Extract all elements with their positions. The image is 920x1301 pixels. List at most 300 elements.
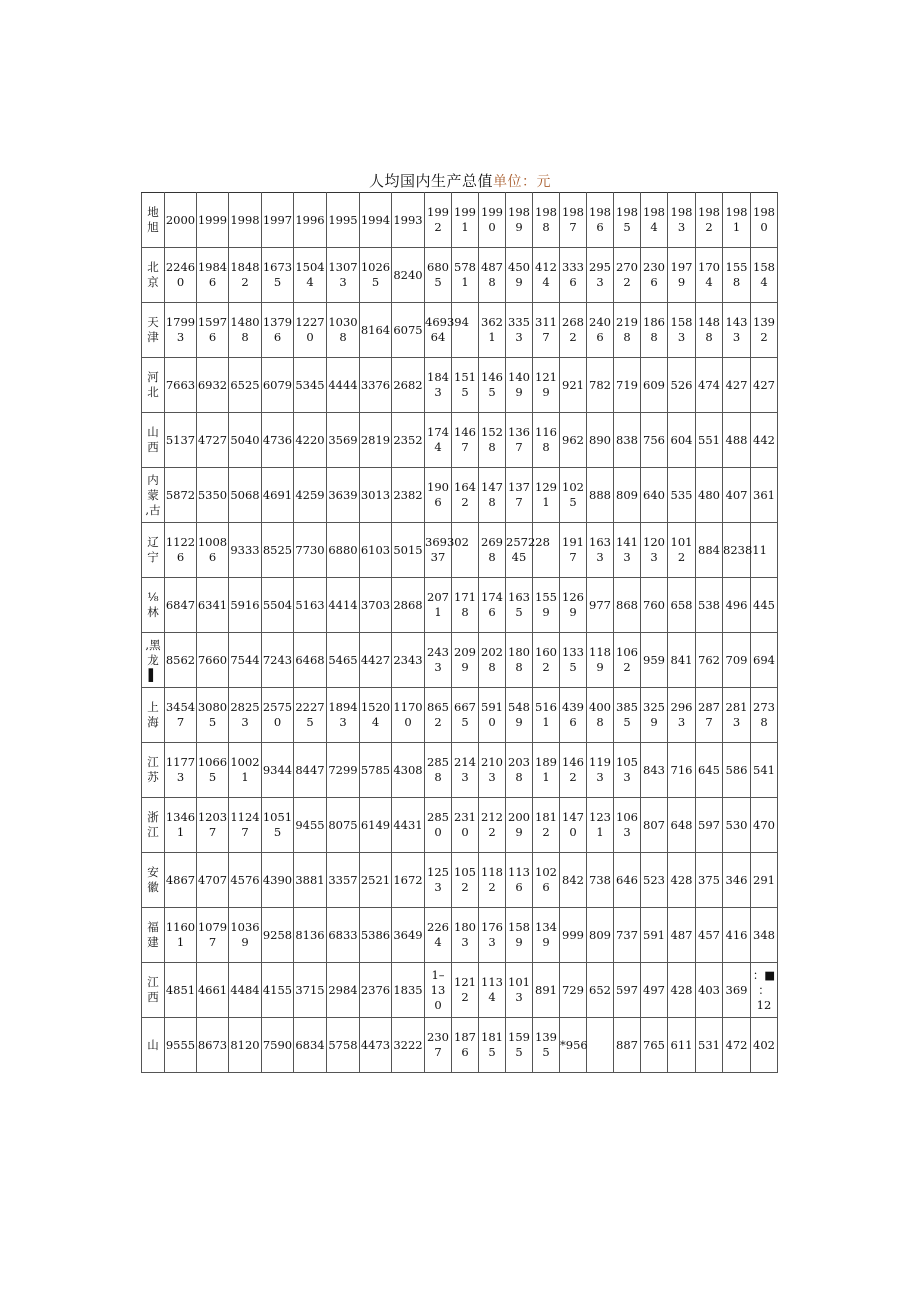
region-header: 地 旭: [147, 205, 159, 234]
gdp-value: 4220: [295, 432, 325, 447]
gdp-value: 809: [589, 927, 611, 942]
value-cell: [696, 413, 723, 468]
year-header: 1995: [328, 212, 358, 227]
value-cell: [262, 523, 294, 578]
gdp-value: 158 4: [753, 260, 775, 289]
value-cell: [165, 468, 197, 523]
year-header-cell: [197, 193, 229, 248]
value-cell: [533, 963, 560, 1018]
gdp-value: 1227 0: [295, 315, 325, 344]
value-cell: [452, 303, 479, 358]
gdp-value: 716: [670, 762, 693, 777]
gdp-value: 120 3: [643, 535, 665, 564]
value-cell: [696, 963, 723, 1018]
value-cell: [696, 798, 723, 853]
value-cell: [614, 853, 641, 908]
gdp-value: 2343: [393, 652, 423, 667]
value-cell: [425, 468, 452, 523]
gdp-value: 126 9: [562, 590, 584, 619]
value-cell: [696, 578, 723, 633]
gdp-value: 680 5: [427, 260, 449, 289]
gdp-value: 6833: [328, 927, 358, 942]
value-cell: [197, 963, 229, 1018]
value-cell: [479, 798, 506, 853]
gdp-value: 118 2: [481, 865, 503, 894]
value-cell: [506, 358, 533, 413]
value-cell: [696, 743, 723, 798]
value-cell: [360, 963, 392, 1018]
gdp-value: 1124 7: [230, 810, 260, 839]
gdp-value: 1177 3: [165, 755, 196, 784]
year-header-cell: [560, 193, 587, 248]
gdp-value: 7544: [230, 652, 260, 667]
year-header-cell: [723, 193, 751, 248]
table-row: [142, 688, 778, 743]
gdp-value: 181 2: [535, 810, 557, 839]
gdp-value: 5163: [295, 597, 325, 612]
gdp-value: 257228 45: [506, 535, 550, 564]
gdp-value: 207 1: [427, 590, 449, 619]
gdp-value: 270 2: [616, 260, 638, 289]
gdp-value: 203 8: [508, 755, 530, 784]
value-cell: [614, 743, 641, 798]
gdp-value: 868: [616, 597, 638, 612]
value-cell: [641, 303, 668, 358]
gdp-value: 3376: [360, 377, 391, 392]
value-cell: [197, 688, 229, 743]
gdp-value: 139 5: [535, 1030, 557, 1059]
gdp-value: 809: [616, 487, 638, 502]
gdp-value: 959: [643, 652, 665, 667]
value-cell: [696, 468, 723, 523]
value-cell: [587, 523, 614, 578]
value-cell: [425, 413, 452, 468]
value-cell: [262, 578, 294, 633]
gdp-value: 151 5: [454, 370, 476, 399]
year-header-cell: [392, 193, 425, 248]
value-cell: [425, 1018, 452, 1073]
region-name: 江 苏: [147, 755, 159, 784]
value-cell: [165, 413, 197, 468]
year-header: 1993: [393, 212, 423, 227]
gdp-value: 102 5: [562, 480, 584, 509]
table-row: [142, 798, 778, 853]
gdp-value: 116 8: [535, 425, 557, 454]
value-cell: [560, 248, 587, 303]
region-name: 福 建: [147, 920, 159, 949]
gdp-value: 7663: [165, 377, 196, 392]
gdp-value: 6103: [360, 542, 391, 557]
value-cell: [751, 743, 778, 798]
value-cell: [327, 523, 360, 578]
gdp-value: 1008 6: [197, 535, 228, 564]
value-cell: [229, 908, 262, 963]
gdp-value: 729: [562, 982, 584, 997]
value-cell: [425, 963, 452, 1018]
value-cell: [751, 413, 778, 468]
value-cell: [641, 853, 668, 908]
value-cell: [668, 1018, 696, 1073]
gdp-value: 538: [698, 597, 720, 612]
gdp-value: 5785: [360, 762, 391, 777]
value-cell: [696, 523, 723, 578]
gdp-value: 442: [753, 432, 775, 447]
value-cell: [614, 578, 641, 633]
value-cell: [327, 578, 360, 633]
gdp-value: 7299: [328, 762, 358, 777]
gdp-value: 3881: [295, 872, 325, 887]
value-cell: [533, 853, 560, 908]
value-cell: [696, 633, 723, 688]
gdp-value: 176 3: [481, 920, 503, 949]
year-header: 198 5: [616, 205, 638, 234]
region-cell: [142, 248, 165, 303]
gdp-value: 268 2: [562, 315, 584, 344]
gdp-value: 269 8: [481, 535, 503, 564]
table-row: [142, 358, 778, 413]
value-cell: [506, 633, 533, 688]
value-cell: [327, 688, 360, 743]
gdp-value: 8120: [230, 1037, 260, 1052]
value-cell: [668, 908, 696, 963]
gdp-value: 174 4: [427, 425, 449, 454]
gdp-value: 7730: [295, 542, 325, 557]
gdp-value: 888: [589, 487, 611, 502]
gdp-value: 148 8: [698, 315, 720, 344]
value-cell: [294, 468, 327, 523]
value-cell: [479, 743, 506, 798]
value-cell: [479, 578, 506, 633]
gdp-value: 1122 6: [165, 535, 196, 564]
value-cell: [229, 413, 262, 468]
value-cell: [165, 688, 197, 743]
value-cell: [751, 358, 778, 413]
value-cell: [327, 468, 360, 523]
value-cell: [506, 578, 533, 633]
gdp-value: 146 5: [481, 370, 503, 399]
gdp-value: 2376: [360, 982, 391, 997]
year-header-cell: [587, 193, 614, 248]
region-cell: [142, 688, 165, 743]
gdp-value: 155 9: [535, 590, 557, 619]
region-cell: [142, 963, 165, 1018]
value-cell: [587, 578, 614, 633]
gdp-value: 1894 3: [328, 700, 358, 729]
value-cell: [165, 358, 197, 413]
gdp-value: 469394 64: [425, 315, 469, 344]
year-header: 199 2: [427, 205, 449, 234]
gdp-value: 6847: [165, 597, 196, 612]
gdp-value: 4473: [360, 1037, 391, 1052]
value-cell: [696, 248, 723, 303]
gdp-value: 212 2: [481, 810, 503, 839]
value-cell: [587, 688, 614, 743]
gdp-value: 1504 4: [295, 260, 325, 289]
table-row: [142, 963, 778, 1018]
value-cell: [723, 798, 751, 853]
gdp-value: 526: [670, 377, 693, 392]
region-cell: [142, 798, 165, 853]
value-cell: [723, 633, 751, 688]
gdp-value: 136 7: [508, 425, 530, 454]
value-cell: [425, 578, 452, 633]
year-header: 199 1: [454, 205, 476, 234]
gdp-value: 106 3: [616, 810, 638, 839]
table-title: [0, 170, 920, 191]
gdp-value: 102 6: [535, 865, 557, 894]
value-cell: [262, 853, 294, 908]
gdp-value: 648: [670, 817, 693, 832]
gdp-table: [141, 192, 778, 1073]
gdp-value: 348: [753, 927, 775, 942]
table-row: [142, 468, 778, 523]
gdp-value: 146 2: [562, 755, 584, 784]
gdp-value: 333 6: [562, 260, 584, 289]
gdp-value: 445: [753, 597, 775, 612]
year-header: 198 7: [562, 205, 584, 234]
value-cell: [197, 798, 229, 853]
value-cell: [723, 523, 767, 578]
gdp-value: 5386: [360, 927, 391, 942]
gdp-value: 8240: [393, 267, 423, 282]
gdp-value: 884: [698, 542, 720, 557]
value-cell: [533, 743, 560, 798]
gdp-value: 375: [698, 872, 720, 887]
gdp-value: 164 2: [454, 480, 476, 509]
gdp-value: 171 8: [454, 590, 476, 619]
value-cell: [614, 633, 641, 688]
value-cell: [197, 578, 229, 633]
value-cell: [696, 688, 723, 743]
value-cell: [327, 413, 360, 468]
gdp-value: 105 3: [616, 755, 638, 784]
gdp-value: 209 9: [454, 645, 476, 674]
value-cell: [392, 853, 425, 908]
gdp-value: 214 3: [454, 755, 476, 784]
gdp-value: 535: [670, 487, 693, 502]
gdp-value: 1079 7: [197, 920, 228, 949]
value-cell: [533, 523, 560, 578]
gdp-value: 427: [753, 377, 775, 392]
value-cell: [641, 358, 668, 413]
value-cell: [560, 798, 587, 853]
value-cell: [425, 248, 452, 303]
gdp-value: 474: [698, 377, 720, 392]
gdp-value: 962: [562, 432, 584, 447]
value-cell: [360, 633, 392, 688]
gdp-value: 3639: [328, 487, 358, 502]
gdp-value: 694: [753, 652, 775, 667]
gdp-value: 125 3: [427, 865, 449, 894]
gdp-value: 295 3: [589, 260, 611, 289]
value-cell: [229, 798, 262, 853]
value-cell: [668, 853, 696, 908]
gdp-value: 842: [562, 872, 584, 887]
gdp-value: 645: [698, 762, 720, 777]
gdp-value: 5350: [197, 487, 228, 502]
value-cell: [723, 303, 751, 358]
value-cell: [506, 798, 533, 853]
value-cell: [392, 468, 425, 523]
gdp-value: 230 6: [643, 260, 665, 289]
value-cell: [723, 963, 751, 1018]
gdp-value: 472: [725, 1037, 748, 1052]
gdp-value: 163 3: [589, 535, 611, 564]
gdp-value: 134 9: [535, 920, 557, 949]
region-name: 江 西: [147, 975, 159, 1004]
gdp-value: 121 9: [535, 370, 557, 399]
region-cell: [142, 578, 165, 633]
gdp-value: 1848 2: [230, 260, 260, 289]
gdp-value: 709: [725, 652, 748, 667]
gdp-value: 5015: [393, 542, 423, 557]
gdp-value: 152 8: [481, 425, 503, 454]
gdp-value: 369302 37: [425, 535, 469, 564]
value-cell: [668, 578, 696, 633]
gdp-value: 6075: [393, 322, 423, 337]
value-cell: [294, 908, 327, 963]
value-cell: [641, 468, 668, 523]
gdp-value: 4576: [230, 872, 260, 887]
year-header-cell: [641, 193, 668, 248]
year-header: 198 8: [535, 205, 557, 234]
gdp-value: 181 5: [481, 1030, 503, 1059]
gdp-value: 9258: [262, 927, 293, 942]
region-cell: [142, 633, 165, 688]
value-cell: [452, 523, 479, 578]
value-cell: [262, 908, 294, 963]
value-cell: [560, 413, 587, 468]
gdp-value: 123 1: [589, 810, 611, 839]
value-cell: [723, 853, 751, 908]
value-cell: [294, 743, 327, 798]
region-cell: [142, 1018, 165, 1073]
region-name: 辽 宁: [147, 535, 159, 564]
year-header: 198 1: [725, 205, 748, 234]
gdp-value: 8164: [360, 322, 391, 337]
value-cell: [479, 853, 506, 908]
gdp-value: 3357: [328, 872, 358, 887]
value-cell: [641, 908, 668, 963]
year-header: 198 2: [698, 205, 720, 234]
value-cell: [425, 853, 452, 908]
value-cell: [587, 468, 614, 523]
value-cell: [479, 303, 506, 358]
gdp-value: 400 8: [589, 700, 611, 729]
value-cell: [668, 523, 696, 578]
value-cell: [587, 1018, 614, 1073]
year-header-cell: [165, 193, 197, 248]
gdp-value: 119 3: [589, 755, 611, 784]
year-header-cell: [506, 193, 533, 248]
gdp-value: 226 4: [427, 920, 449, 949]
gdp-value: 4484: [230, 982, 260, 997]
value-cell: [360, 578, 392, 633]
gdp-value: 719: [616, 377, 638, 392]
value-cell: [696, 303, 723, 358]
gdp-value: 841: [670, 652, 693, 667]
gdp-value: 170 4: [698, 260, 720, 289]
value-cell: [479, 523, 506, 578]
gdp-value: 428: [670, 982, 693, 997]
year-header-cell: [360, 193, 392, 248]
region-header-cell: [142, 193, 165, 248]
gdp-value: 737: [616, 927, 638, 942]
value-cell: [262, 413, 294, 468]
gdp-value: 4390: [262, 872, 293, 887]
gdp-value: 1480 8: [230, 315, 260, 344]
gdp-value: 281 3: [725, 700, 748, 729]
value-cell: [360, 908, 392, 963]
value-cell: [751, 688, 778, 743]
value-cell: [392, 633, 425, 688]
gdp-value: 2227 5: [295, 700, 325, 729]
value-cell: [560, 523, 587, 578]
value-cell: [327, 248, 360, 303]
year-header: 1996: [295, 212, 325, 227]
value-cell: [614, 358, 641, 413]
value-cell: [165, 303, 197, 358]
value-cell: [533, 578, 560, 633]
gdp-value: 541: [753, 762, 775, 777]
value-cell: [587, 853, 614, 908]
value-cell: [425, 523, 469, 578]
gdp-value: 7590: [262, 1037, 293, 1052]
value-cell: [327, 798, 360, 853]
value-cell: [641, 743, 668, 798]
value-cell: [360, 523, 392, 578]
year-header-cell: [479, 193, 506, 248]
gdp-value: 1307 3: [328, 260, 358, 289]
gdp-value: 6880: [328, 542, 358, 557]
gdp-value: 999: [562, 927, 584, 942]
value-cell: [165, 798, 197, 853]
gdp-value: 5345: [295, 377, 325, 392]
value-cell: [360, 248, 392, 303]
value-cell: [560, 468, 587, 523]
value-cell: [641, 633, 668, 688]
value-cell: [197, 303, 229, 358]
value-cell: [614, 523, 641, 578]
value-cell: [425, 633, 452, 688]
table-row: [142, 633, 778, 688]
gdp-value: 496: [725, 597, 748, 612]
value-cell: [723, 743, 751, 798]
value-cell: [696, 358, 723, 413]
gdp-value: 2352: [393, 432, 423, 447]
year-header-cell: [668, 193, 696, 248]
gdp-value: 4707: [197, 872, 228, 887]
gdp-value: 325 9: [643, 700, 665, 729]
value-cell: [327, 963, 360, 1018]
value-cell: [751, 578, 778, 633]
value-cell: [425, 688, 452, 743]
value-cell: [587, 743, 614, 798]
region-name: ,黑 龙 ▌: [145, 637, 161, 682]
gdp-value: 6341: [197, 597, 228, 612]
gdp-value: 1026 5: [360, 260, 391, 289]
gdp-value: 760: [643, 597, 665, 612]
gdp-value: 4444: [328, 377, 358, 392]
table-row: [142, 743, 778, 798]
value-cell: [641, 963, 668, 1018]
value-cell: [723, 248, 751, 303]
gdp-value: 516 1: [535, 700, 557, 729]
gdp-value: 843: [643, 762, 665, 777]
value-cell: [452, 743, 479, 798]
gdp-value: 597: [616, 982, 638, 997]
value-cell: [392, 798, 425, 853]
